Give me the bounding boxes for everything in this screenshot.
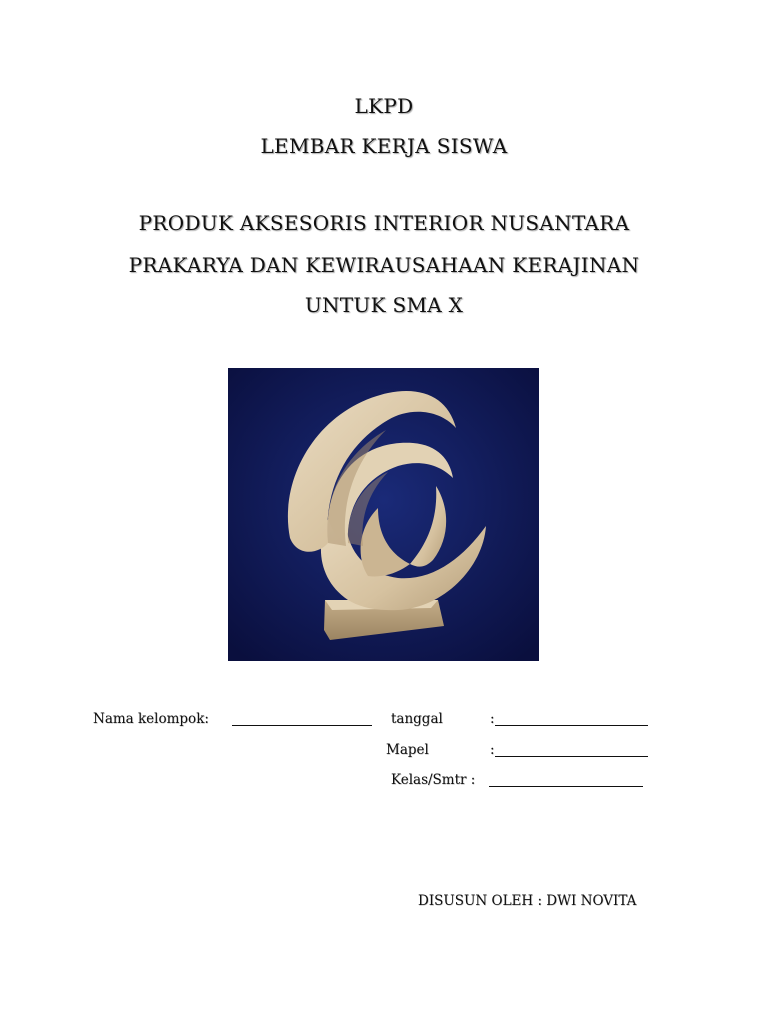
title-prakarya: PRAKARYA DAN KEWIRAUSAHAAN KERAJINAN <box>128 253 640 277</box>
tanggal-label: tanggal <box>391 711 443 727</box>
nama-kelompok-label: Nama kelompok: <box>93 711 209 727</box>
kelas-smtr-label: Kelas/Smtr : <box>391 772 476 788</box>
title-lkpd: LKPD <box>354 94 414 118</box>
tanggal-line[interactable] <box>495 725 648 726</box>
title-produk: PRODUK AKSESORIS INTERIOR NUSANTARA <box>138 211 630 235</box>
mapel-line[interactable] <box>495 756 648 757</box>
mapel-label: Mapel <box>386 742 429 758</box>
title-untuk-sma: UNTUK SMA X <box>304 293 464 317</box>
tanggal-colon: : <box>490 711 495 727</box>
sculpture-icon <box>228 368 539 661</box>
title-lembar-kerja: LEMBAR KERJA SISWA <box>260 134 508 158</box>
sculpture-image <box>228 368 539 661</box>
mapel-colon: : <box>490 742 495 758</box>
nama-kelompok-line[interactable] <box>232 725 372 726</box>
author-text: DISUSUN OLEH : DWI NOVITA <box>418 893 637 909</box>
kelas-smtr-line[interactable] <box>489 786 643 787</box>
